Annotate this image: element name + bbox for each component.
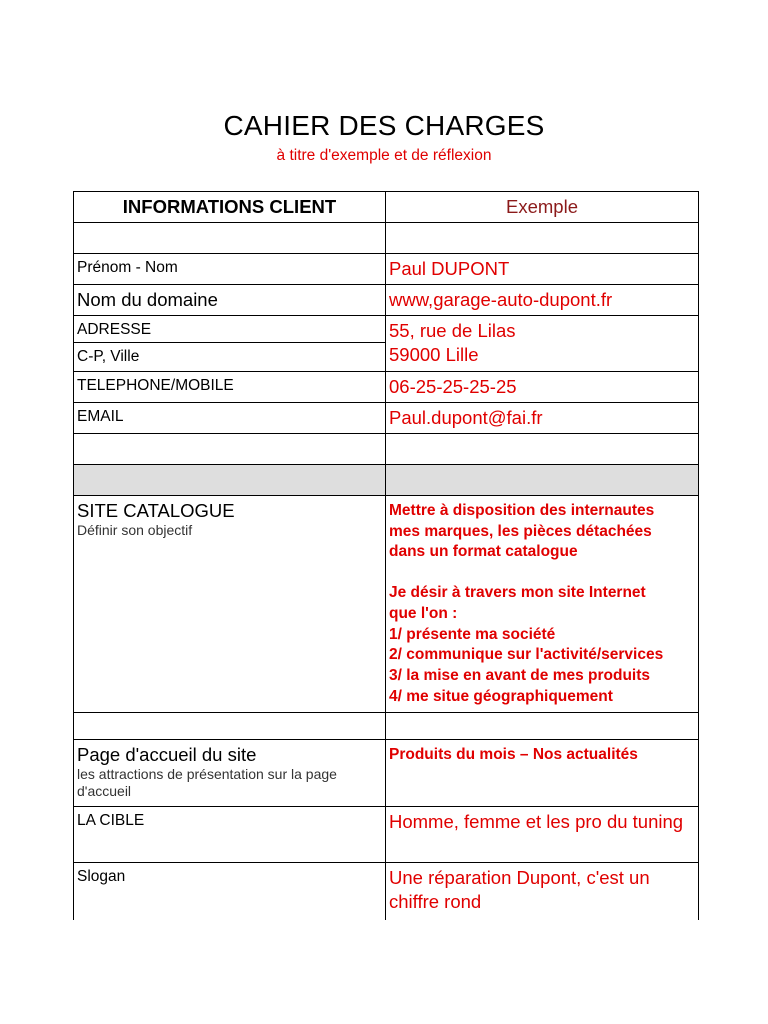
table-row-phone (74, 372, 699, 403)
header-exemple: Exemple (386, 192, 699, 223)
label-slogan: Slogan (74, 863, 386, 920)
table-row-name (74, 254, 699, 285)
catalogue-line: 3/ la mise en avant de mes produits (389, 666, 651, 684)
catalogue-line: dans un format catalogue (389, 543, 578, 561)
label-nom-domaine: Nom du domaine (74, 285, 386, 316)
table-row-target (74, 807, 699, 863)
table-row-address (74, 316, 699, 343)
table-row-email (74, 403, 699, 434)
empty-cell (74, 713, 386, 740)
document-title: CAHIER DES CHARGES (223, 110, 545, 141)
value-email: Paul.dupont@fai.fr (386, 403, 699, 434)
empty-cell (386, 223, 699, 254)
label-prenom-nom: Prénom - Nom (74, 254, 386, 285)
label-telephone: TELEPHONE/MOBILE (74, 372, 386, 403)
catalogue-blank-line (389, 563, 695, 583)
header-informations-client: INFORMATIONS CLIENT (74, 192, 386, 223)
empty-cell (74, 223, 386, 254)
empty-cell (74, 434, 386, 465)
empty-row (74, 223, 699, 254)
gray-cell (74, 465, 386, 496)
catalogue-line: 2/ communique sur l'activité/services (389, 646, 664, 664)
label-page-accueil (74, 740, 386, 807)
catalogue-line: 1/ présente ma société (389, 625, 556, 643)
label-cp-ville: C-P, Ville (74, 343, 386, 372)
catalogue-line: 4/ me situe géographiquement (389, 687, 613, 705)
label-adresse: ADRESSE (74, 316, 386, 343)
value-slogan: Une réparation Dupont, c'est un chiffre rond (386, 863, 699, 920)
document-subtitle: à titre d'exemple et de réflexion (276, 147, 492, 164)
catalogue-line: que l'on : (389, 604, 458, 622)
catalogue-line: Mettre à disposition des internautes (389, 502, 655, 519)
value-adresse (386, 316, 699, 372)
table-row-catalogue (74, 496, 699, 713)
empty-cell (386, 713, 699, 740)
value-prenom-nom: Paul DUPONT (386, 254, 699, 285)
table-row-domain (74, 285, 699, 316)
label-site-catalogue (74, 496, 386, 713)
empty-row (74, 713, 699, 740)
table-row-homepage (74, 740, 699, 807)
value-adresse-line1: 55, rue de Lilas (389, 320, 516, 341)
table-header-row (74, 192, 699, 223)
label-site-catalogue-title: SITE CATALOGUE (77, 500, 235, 521)
catalogue-line: Je désir à travers mon site Internet (389, 584, 646, 602)
label-site-catalogue-sub: Définir son objectif (77, 522, 193, 538)
value-nom-domaine: www,garage-auto-dupont.fr (386, 285, 699, 316)
label-la-cible: LA CIBLE (74, 807, 386, 863)
client-info-table (73, 191, 699, 920)
value-la-cible: Homme, femme et les pro du tuning (386, 807, 699, 863)
empty-cell (386, 434, 699, 465)
label-email: EMAIL (74, 403, 386, 434)
label-page-accueil-sub: les attractions de présentation sur la page d'accueil (77, 766, 337, 799)
catalogue-line: mes marques, les pièces détachées (389, 522, 652, 540)
value-adresse-line2: 59000 Lille (389, 344, 479, 365)
value-page-accueil: Produits du mois – Nos actualités (386, 740, 699, 807)
gray-separator-row (74, 465, 699, 496)
empty-row (74, 434, 699, 465)
table-row-slogan (74, 863, 699, 920)
label-page-accueil-title: Page d'accueil du site (77, 744, 257, 765)
gray-cell (386, 465, 699, 496)
value-site-catalogue (386, 496, 699, 713)
value-telephone: 06-25-25-25-25 (386, 372, 699, 403)
